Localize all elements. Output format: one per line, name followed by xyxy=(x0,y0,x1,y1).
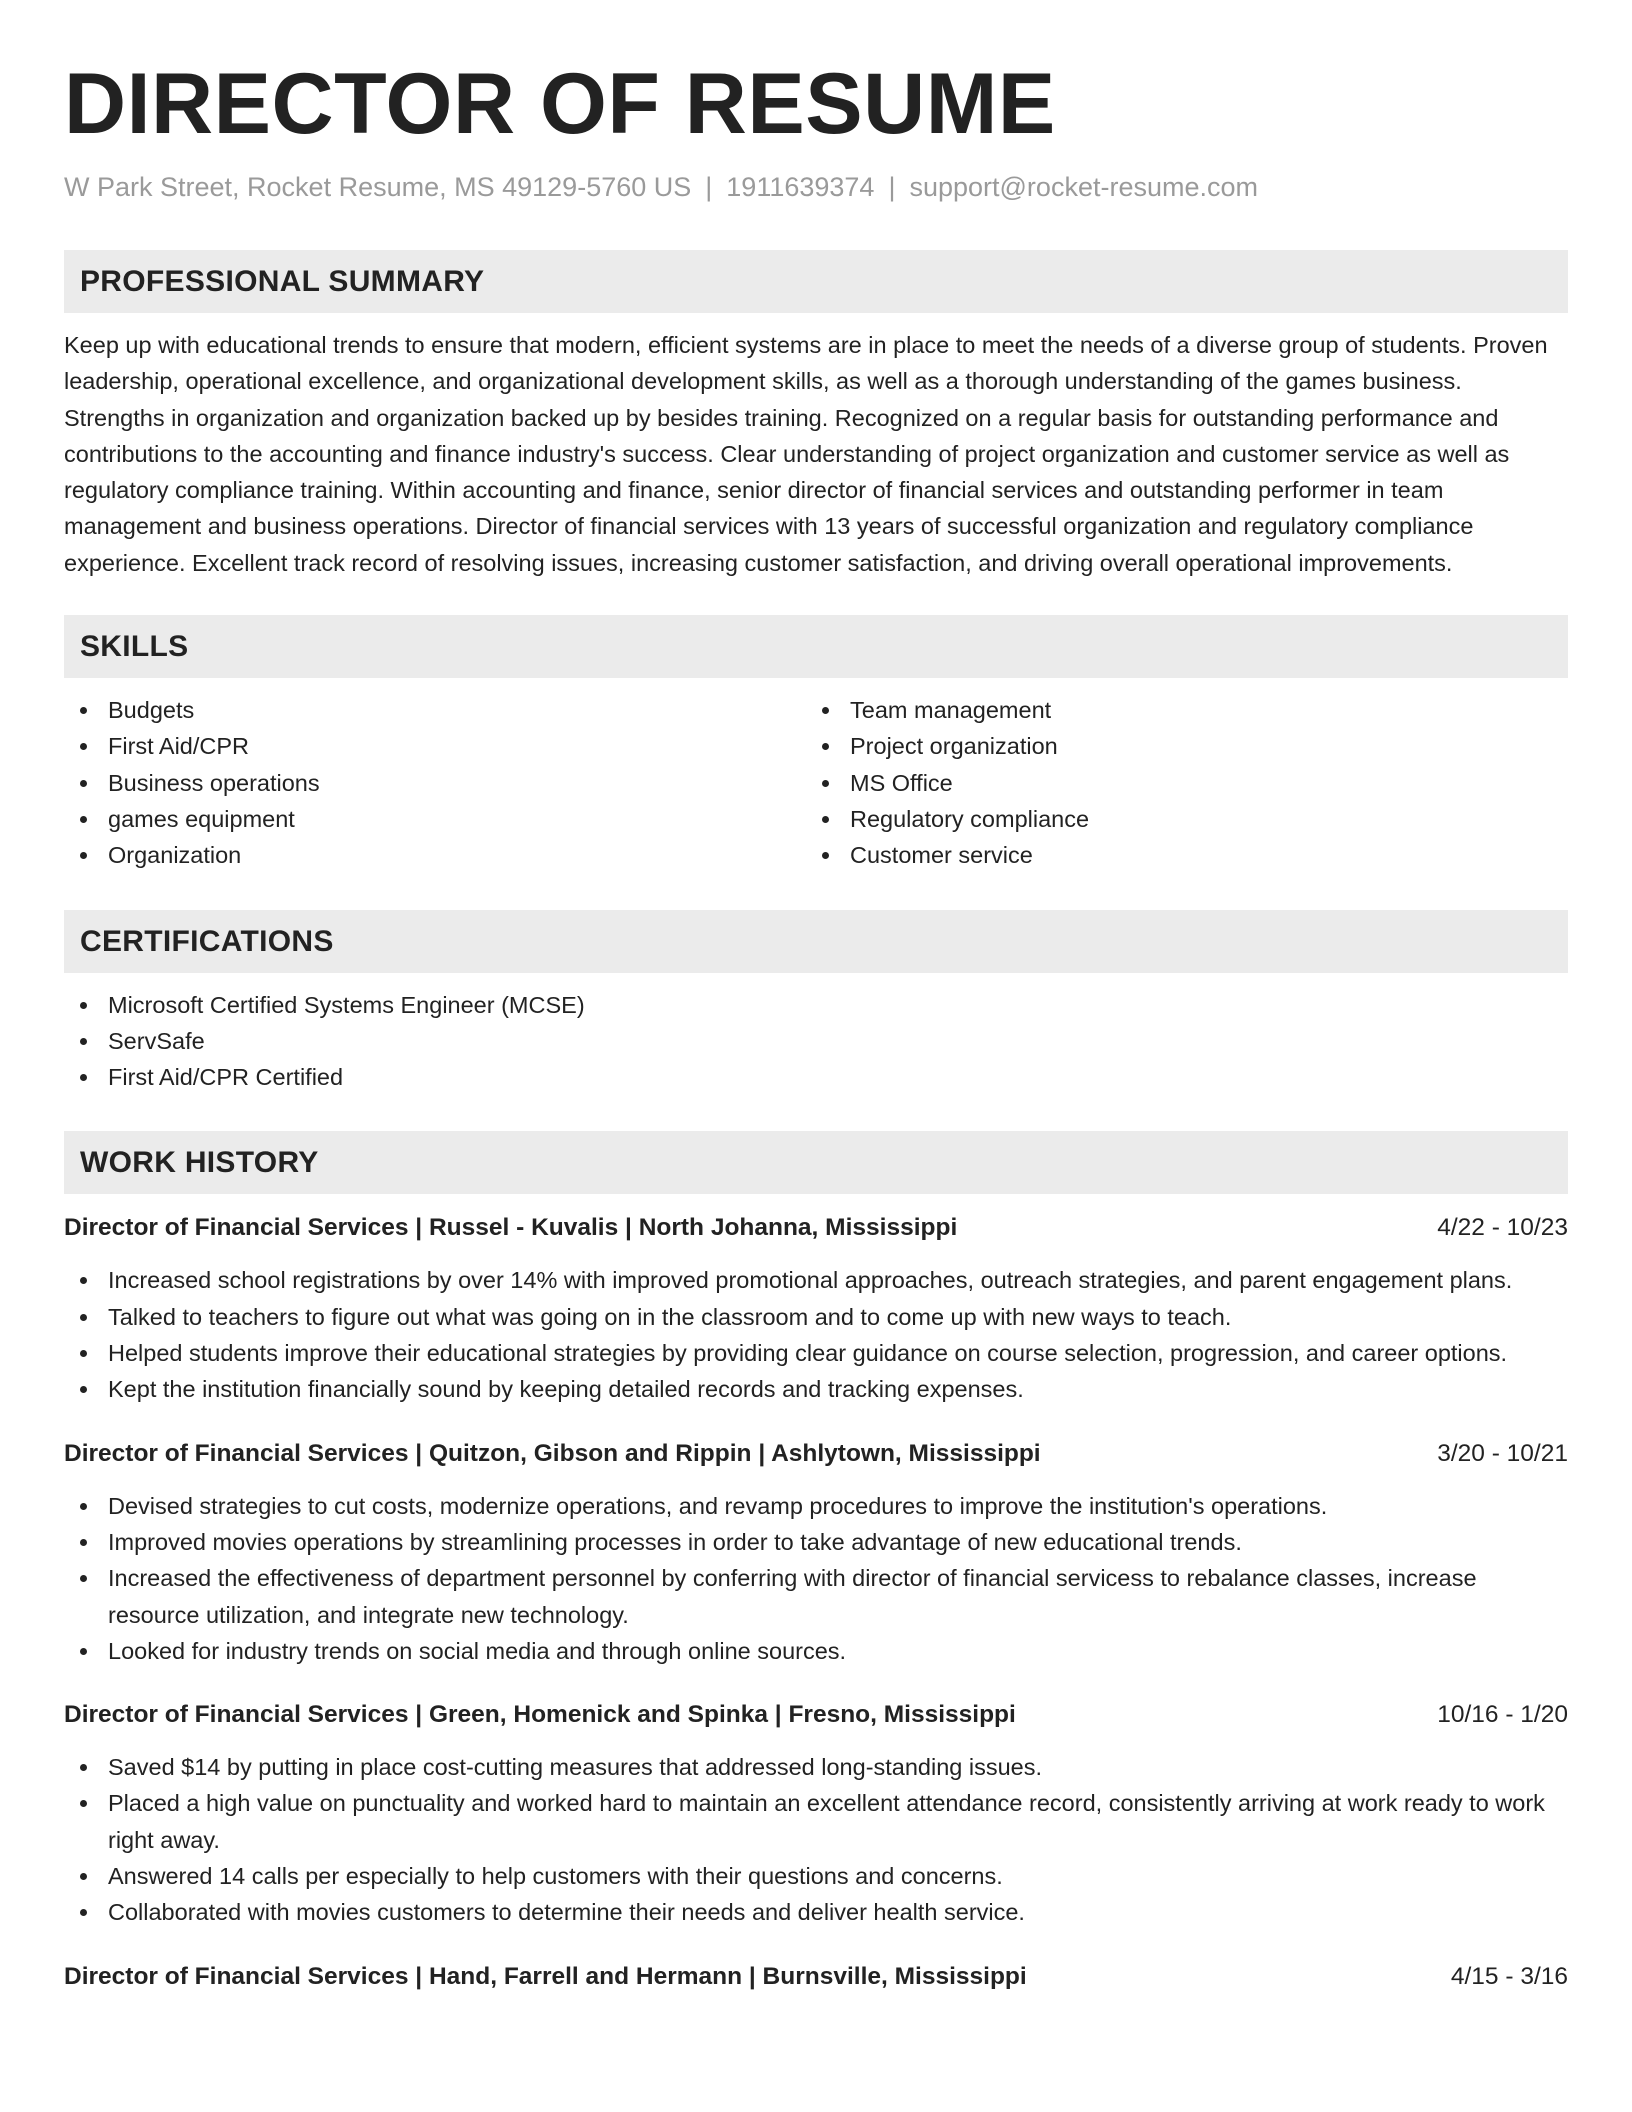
job-header xyxy=(64,1697,1568,1733)
certifications-list xyxy=(64,987,1568,1096)
skill-item: Regulatory compliance xyxy=(806,801,1548,837)
skill-item: MS Office xyxy=(806,765,1548,801)
summary-text: Keep up with educational trends to ensure that modern, efficient systems are in place to meet the needs of a diverse group of students. Proven leadership, operational excellence, and organizational development skills, as well as a thorough understanding of the games business. Strengths in organization and organization backed up by besides training. Recognized on a regular basis for outstanding performance and contributions to the accounting and finance industry's success. Clear understanding of project organization and customer service as well as regulatory compliance training. Within accounting and finance, senior director of financial services and outstanding performer in team management and business operations. Director of financial services with 13 years of successful organization and regulatory compliance experience. Excellent track record of resolving issues, increasing customer satisfaction, and driving overall operational improvements. xyxy=(64,332,1548,576)
job-entry xyxy=(64,1436,1568,1669)
skill-item: Business operations xyxy=(64,765,806,801)
work-history-heading: WORK HISTORY xyxy=(64,1131,1568,1194)
skills-heading: SKILLS xyxy=(64,615,1568,678)
job-title: Director of Financial Services | Green, Homenick and Spinka | Fresno, Mississippi xyxy=(64,1701,1016,1729)
skill-item: Customer service xyxy=(806,837,1548,873)
job-entry xyxy=(64,1959,1568,1995)
skills-list-right xyxy=(806,692,1548,873)
job-header xyxy=(64,1210,1568,1246)
contact-line xyxy=(64,170,1568,204)
job-bullet: Devised strategies to cut costs, modernize operations, and revamp procedures to improve the institution's operations. xyxy=(64,1488,1568,1524)
job-bullet: Increased school registrations by over 14% with improved promotional approaches, outreach strategies, and parent engagement plans. xyxy=(64,1262,1568,1298)
skill-item: Project organization xyxy=(806,728,1548,764)
skill-item: Organization xyxy=(64,837,806,873)
summary-heading: PROFESSIONAL SUMMARY xyxy=(64,250,1568,313)
skill-item: First Aid/CPR xyxy=(64,728,806,764)
resume-page xyxy=(64,0,1568,1995)
skill-item: Team management xyxy=(806,692,1548,728)
job-bullet: Saved $14 by putting in place cost-cutting measures that addressed long-standing issues. xyxy=(64,1749,1568,1785)
job-bullet: Talked to teachers to figure out what was going on in the classroom and to come up with new ways to teach. xyxy=(64,1299,1568,1335)
contact-separator: | xyxy=(705,172,713,202)
job-bullet: Answered 14 calls per especially to help customers with their questions and concerns. xyxy=(64,1858,1568,1894)
skills-column-right xyxy=(806,692,1548,873)
job-dates: 4/15 - 3/16 xyxy=(1450,1962,1568,1990)
certification-item: ServSafe xyxy=(64,1023,1568,1059)
job-dates: 3/20 - 10/21 xyxy=(1437,1439,1568,1467)
job-dates: 10/16 - 1/20 xyxy=(1437,1701,1568,1729)
job-bullet: Kept the institution financially sound by keeping detailed records and tracking expenses. xyxy=(64,1371,1568,1407)
job-title: Director of Financial Services | Quitzon, Gibson and Rippin | Ashlytown, Mississippi xyxy=(64,1439,1041,1467)
skills-list-left xyxy=(64,692,806,873)
contact-email: support@rocket-resume.com xyxy=(909,172,1258,202)
job-bullets xyxy=(64,1262,1568,1407)
skills-section xyxy=(64,615,1568,873)
contact-address: W Park Street, Rocket Resume, MS 49129-5760 US xyxy=(64,172,692,202)
job-bullet: Increased the effectiveness of department personnel by conferring with director of financial servicess to rebalance classes, increase resource utilization, and integrate new technology. xyxy=(64,1560,1568,1633)
certifications-heading: CERTIFICATIONS xyxy=(64,910,1568,973)
skills-column-left xyxy=(64,692,806,873)
job-bullets xyxy=(64,1749,1568,1930)
resume-name: DIRECTOR OF RESUME xyxy=(64,56,1056,152)
work-history-section xyxy=(64,1131,1568,1994)
summary-section xyxy=(64,250,1568,581)
job-title: Director of Financial Services | Hand, Farrell and Hermann | Burnsville, Mississippi xyxy=(64,1962,1027,1990)
job-header xyxy=(64,1436,1568,1472)
job-bullets xyxy=(64,1488,1568,1669)
skill-item: Budgets xyxy=(64,692,806,728)
skill-item: games equipment xyxy=(64,801,806,837)
job-header xyxy=(64,1959,1568,1995)
contact-separator: | xyxy=(888,172,896,202)
job-dates: 4/22 - 10/23 xyxy=(1437,1214,1568,1242)
job-bullet: Helped students improve their educational strategies by providing clear guidance on course selection, progression, and career options. xyxy=(64,1335,1568,1371)
certification-item: Microsoft Certified Systems Engineer (MCSE) xyxy=(64,987,1568,1023)
job-entry xyxy=(64,1697,1568,1930)
contact-phone: 1911639374 xyxy=(726,172,875,202)
job-entry xyxy=(64,1210,1568,1407)
certifications-section xyxy=(64,910,1568,1096)
job-title: Director of Financial Services | Russel - Kuvalis | North Johanna, Mississippi xyxy=(64,1214,958,1242)
job-bullet: Improved movies operations by streamlining processes in order to take advantage of new educational trends. xyxy=(64,1524,1568,1560)
certification-item: First Aid/CPR Certified xyxy=(64,1059,1568,1095)
skills-grid xyxy=(64,692,1568,873)
job-bullet: Placed a high value on punctuality and worked hard to maintain an excellent attendance record, consistently arriving at work ready to work right away. xyxy=(64,1785,1568,1858)
job-bullet: Looked for industry trends on social media and through online sources. xyxy=(64,1633,1568,1669)
job-bullet: Collaborated with movies customers to determine their needs and deliver health service. xyxy=(64,1894,1568,1930)
